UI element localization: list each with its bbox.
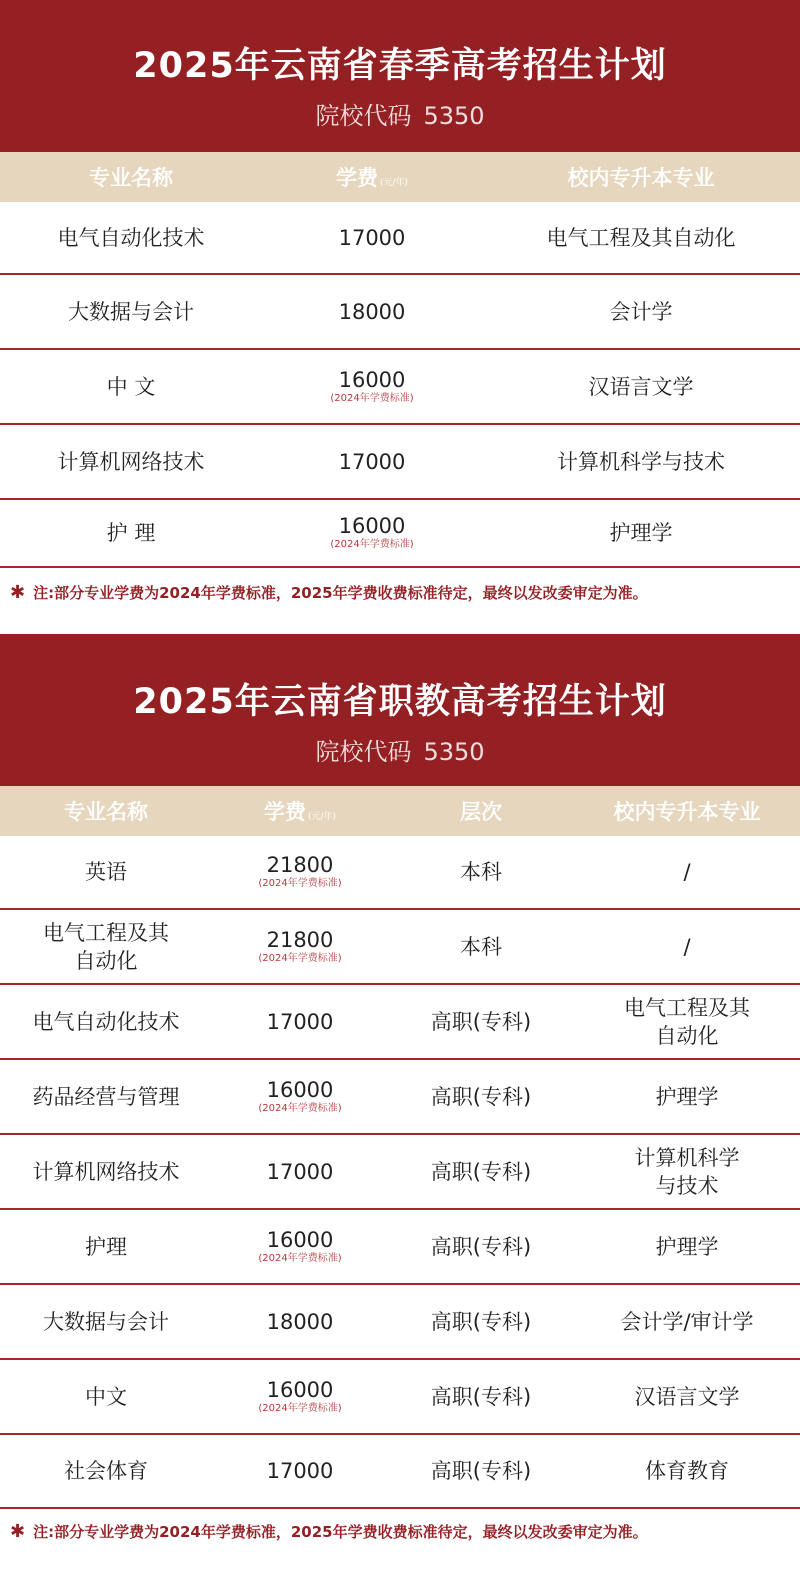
level-cell: 高职(专科) — [430, 1234, 532, 1259]
upgrade-cell — [574, 1083, 800, 1111]
level-cell: 本科 — [460, 860, 502, 884]
table-row — [0, 1210, 800, 1285]
spring-header-fee-label: 学费 — [335, 166, 378, 190]
upgrade-cell — [574, 933, 800, 961]
fee-cell — [262, 300, 482, 324]
fee-note: (2024年学费标准) — [258, 878, 342, 889]
fee-value: 21800 — [266, 927, 334, 952]
upgrade-cell-line: / — [683, 934, 691, 959]
fee-note: (2024年学费标准) — [258, 952, 342, 964]
upgrade-cell — [574, 1457, 800, 1485]
upgrade-cell-line: 与技术 — [655, 1173, 719, 1198]
major-cell — [0, 1008, 212, 1036]
vocational-banner — [0, 634, 800, 786]
table-row — [0, 1435, 800, 1509]
table-row — [0, 202, 800, 275]
vocational-rows — [0, 836, 800, 1509]
fee-value: 16000 — [338, 514, 406, 538]
upgrade-cell: 电气工程及其自动化 — [546, 225, 736, 250]
fee-value: 17000 — [266, 1159, 334, 1184]
fee-note: (2024年学费标准) — [258, 1402, 342, 1414]
level-cell: 本科 — [460, 934, 502, 959]
upgrade-cell-line: 自动化 — [655, 1023, 719, 1048]
upgrade-cell: 汉语言文学 — [588, 374, 694, 399]
table-row — [0, 1060, 800, 1135]
level-cell: 高职(专科) — [430, 1159, 532, 1184]
fee-value: 17000 — [266, 1459, 334, 1483]
major-cell: 电气自动化技术 — [57, 225, 205, 250]
fee-note: (2024年学费标准) — [330, 392, 414, 404]
table-row — [0, 500, 800, 568]
spring-banner — [0, 0, 800, 152]
fee-value: 16000 — [338, 367, 406, 392]
upgrade-cell-line: 护理学 — [655, 1084, 719, 1109]
level-cell: 高职(专科) — [430, 1009, 532, 1034]
vocational-header-major: 专业名称 — [64, 800, 148, 824]
spring-header-major: 专业名称 — [89, 166, 173, 190]
fee-value: 17000 — [338, 449, 406, 474]
vocational-header-fee — [212, 796, 388, 826]
vocational-table — [0, 786, 800, 1509]
upgrade-cell-line: 会计学/审计学 — [620, 1309, 754, 1334]
upgrade-cell-line: 电气工程及其 — [624, 995, 750, 1020]
fee-cell — [212, 1228, 388, 1266]
fee-cell — [212, 1160, 388, 1184]
fee-note: (2024年学费标准) — [258, 1102, 342, 1114]
major-cell-line: 护理 — [85, 1234, 127, 1259]
fee-value: 17000 — [338, 225, 406, 250]
fee-cell — [212, 1078, 388, 1116]
table-row — [0, 1360, 800, 1435]
fee-value: 16000 — [266, 1077, 334, 1102]
vocational-footnote — [0, 1509, 800, 1553]
level-cell: 高职(专科) — [430, 1084, 532, 1109]
major-cell-line: 英语 — [85, 860, 127, 884]
vocational-code-label: 院校代码 — [315, 738, 412, 766]
upgrade-cell-line: 护理学 — [655, 1234, 719, 1259]
table-row — [0, 910, 800, 985]
spring-code — [0, 96, 800, 131]
spring-code-label: 院校代码 — [315, 102, 412, 130]
spring-table — [0, 152, 800, 568]
fee-note: (2024年学费标准) — [258, 1252, 342, 1264]
level-cell: 高职(专科) — [430, 1384, 532, 1409]
vocational-code-value: 5350 — [423, 738, 485, 766]
table-row — [0, 1135, 800, 1210]
major-cell — [0, 1158, 212, 1186]
vocational-title: 2025年云南省职教高考招生计划 — [133, 682, 667, 722]
major-cell: 大数据与会计 — [68, 299, 194, 324]
upgrade-cell-line: 汉语言文学 — [634, 1384, 740, 1409]
asterisk-icon: ✱ — [10, 1520, 26, 1542]
fee-cell — [212, 853, 388, 891]
upgrade-cell-line: 体育教育 — [645, 1459, 729, 1483]
spring-header-fee — [262, 162, 482, 192]
upgrade-cell: 会计学 — [609, 299, 673, 324]
fee-cell — [262, 450, 482, 474]
spring-footnote — [0, 568, 800, 616]
vocational-header-upgrade: 校内专升本专业 — [613, 800, 761, 824]
major-cell-line: 大数据与会计 — [43, 1309, 169, 1334]
spring-title: 2025年云南省春季高考招生计划 — [133, 46, 667, 86]
upgrade-cell — [574, 1308, 800, 1336]
fee-cell — [262, 226, 482, 250]
level-cell: 高职(专科) — [430, 1459, 532, 1483]
upgrade-cell-line: / — [683, 860, 691, 884]
major-cell: 中 文 — [106, 374, 156, 399]
fee-value: 18000 — [338, 299, 406, 324]
spring-header-fee-unit: (元/年) — [379, 178, 409, 188]
upgrade-cell-line: 计算机科学 — [634, 1145, 740, 1170]
vocational-header-level: 层次 — [460, 800, 502, 824]
major-cell-line: 计算机网络技术 — [32, 1159, 180, 1184]
upgrade-cell: 计算机科学与技术 — [557, 449, 725, 474]
major-cell — [0, 858, 212, 886]
fee-value: 16000 — [266, 1227, 334, 1252]
fee-cell — [212, 1459, 388, 1483]
upgrade-cell — [574, 1233, 800, 1261]
section-gap — [0, 616, 800, 634]
table-row — [0, 350, 800, 425]
fee-value: 17000 — [266, 1009, 334, 1034]
upgrade-cell — [574, 1383, 800, 1411]
spring-footnote-text: 注:部分专业学费为2024年学费标准，2025年学费收费标准待定，最终以发改委审定为准。 — [33, 583, 648, 602]
level-cell: 高职(专科) — [430, 1309, 532, 1334]
major-cell-line: 电气自动化技术 — [32, 1009, 180, 1034]
table-row — [0, 985, 800, 1060]
major-cell: 护 理 — [106, 521, 156, 545]
spring-rows — [0, 202, 800, 568]
vocational-code — [0, 732, 800, 767]
upgrade-cell — [574, 858, 800, 886]
major-cell-line: 电气工程及其 — [43, 920, 169, 945]
major-cell — [0, 919, 212, 975]
table-row — [0, 836, 800, 910]
fee-cell — [262, 514, 482, 552]
spring-code-value: 5350 — [423, 102, 485, 130]
vocational-header-fee-label: 学费 — [263, 800, 306, 824]
spring-header-upgrade: 校内专升本专业 — [567, 166, 715, 190]
upgrade-cell — [574, 994, 800, 1050]
table-row — [0, 275, 800, 350]
major-cell — [0, 1083, 212, 1111]
fee-note: (2024年学费标准) — [330, 539, 414, 550]
vocational-header-fee-unit: (元/年) — [307, 812, 337, 822]
fee-cell — [212, 928, 388, 966]
table-row — [0, 1285, 800, 1360]
fee-cell — [212, 1378, 388, 1416]
vocational-footnote-text: 注:部分专业学费为2024年学费标准，2025年学费收费标准待定，最终以发改委审定为准。 — [33, 1522, 648, 1541]
fee-value: 21800 — [266, 853, 334, 877]
table-row — [0, 425, 800, 500]
major-cell: 计算机网络技术 — [57, 449, 205, 474]
fee-value: 16000 — [266, 1377, 334, 1402]
fee-value: 18000 — [266, 1309, 334, 1334]
major-cell — [0, 1233, 212, 1261]
fee-cell — [212, 1010, 388, 1034]
major-cell-line: 自动化 — [74, 948, 138, 973]
asterisk-icon: ✱ — [10, 581, 26, 603]
major-cell — [0, 1457, 212, 1485]
major-cell-line: 社会体育 — [64, 1459, 148, 1483]
upgrade-cell — [574, 1144, 800, 1200]
major-cell-line: 药品经营与管理 — [32, 1084, 180, 1109]
upgrade-cell: 护理学 — [609, 521, 673, 545]
major-cell-line: 中文 — [85, 1384, 127, 1409]
spring-table-header — [0, 152, 800, 202]
major-cell — [0, 1383, 212, 1411]
fee-cell — [212, 1310, 388, 1334]
fee-cell — [262, 368, 482, 406]
vocational-table-header — [0, 786, 800, 836]
major-cell — [0, 1308, 212, 1336]
